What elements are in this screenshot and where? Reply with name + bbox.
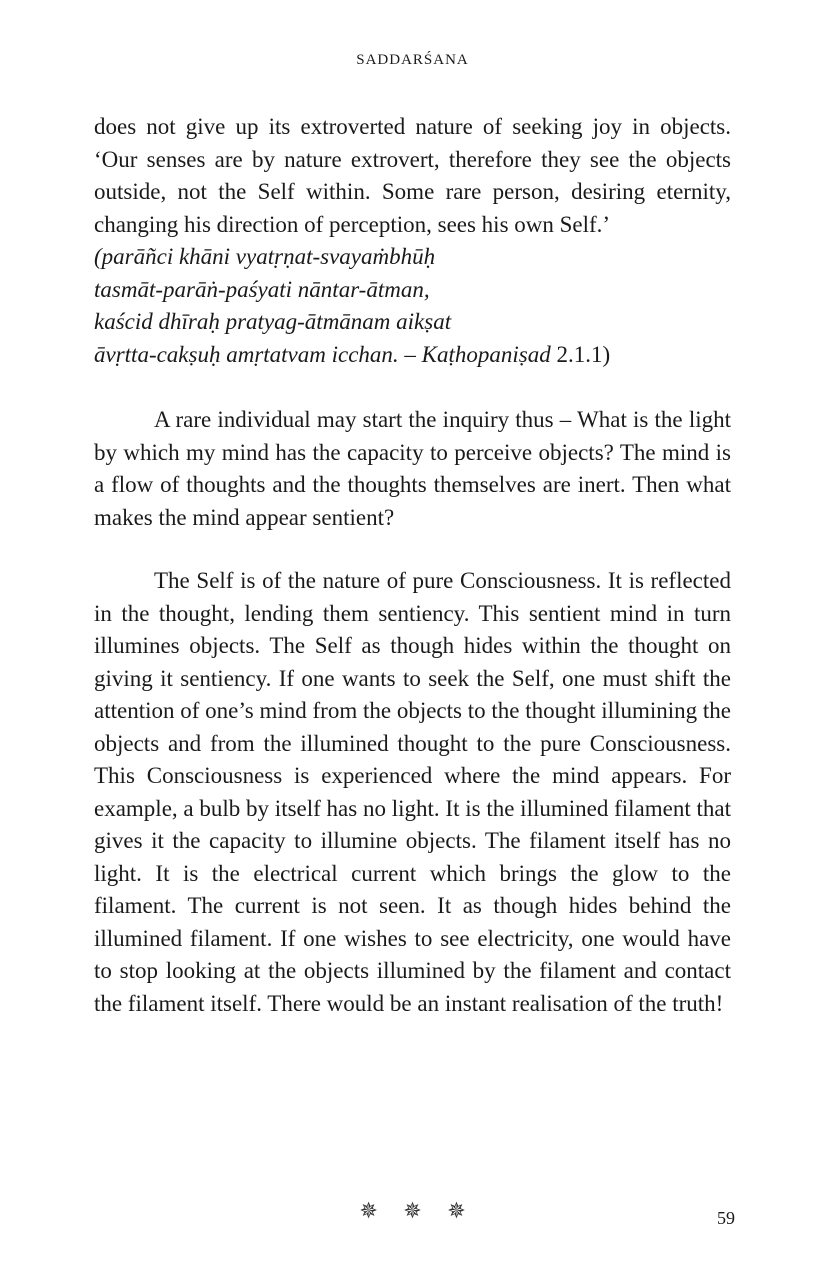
verse-line-3: kaścid dhīraḥ pratyag-ātmānam aikṣat	[94, 309, 452, 334]
body-paragraph-2: A rare individual may start the inquiry thus – What is the light by which my mind has the capacity to perceive objects? The mind is a flow of thoughts and the thoughts themselves are inert. Then what makes the mind appear sentient?	[94, 407, 731, 530]
page-number: 59	[717, 1208, 735, 1228]
star-ornament-icon: ✵	[359, 1199, 378, 1224]
opening-paragraph: does not give up its extroverted nature of seeking joy in objects. ‘Our senses are by nature extrovert, therefore they see the objects outside, not the Self within. Some rare person, desiring eternity, changing his direction of perception, sees his own Self.’	[94, 114, 731, 237]
star-ornament-icon: ✵	[403, 1199, 422, 1224]
verse-line-4-text: āvṛtta-cakṣuḥ amṛtatvam icchan. – Kaṭhopaniṣad	[94, 341, 551, 367]
verse-line-4	[94, 339, 731, 372]
body-paragraph-3: The Self is of the nature of pure Consciousness. It is reflected in the thought, lending them sentiency. This sentient mind in turn illumines objects. The Self as though hides within the thought on giving it sentiency. If one wants to seek the Self, one must shift the attention of one’s mind from the objects to the thought illumining the objects and from the illumined thought to the pure Consciousness. This Consciousness is experienced where the mind appears. For example, a bulb by itself has no light. It is the illumined filament that gives it the capacity to illumine objects. The filament itself has no light. It is the electrical current which brings the glow to the filament. The current is not seen. It as though hides behind the illumined filament. If one wishes to see electricity, one would have to stop looking at the objects illumined by the filament and contact the filament itself. There would be an instant realisation of the truth!	[94, 568, 731, 1016]
running-head: SADDARŚANA	[356, 52, 469, 68]
star-ornament-icon: ✵	[447, 1199, 466, 1224]
verse-line-2: tasmāt-parāṅ-paśyati nāntar-ātman,	[94, 276, 430, 302]
sanskrit-verse	[94, 241, 731, 371]
verse-line-1: (parāñci khāni vyatṛṇat-svayaṁbhūḥ	[94, 244, 436, 269]
verse-reference: 2.1.1)	[550, 341, 611, 367]
page-body	[94, 111, 731, 1020]
